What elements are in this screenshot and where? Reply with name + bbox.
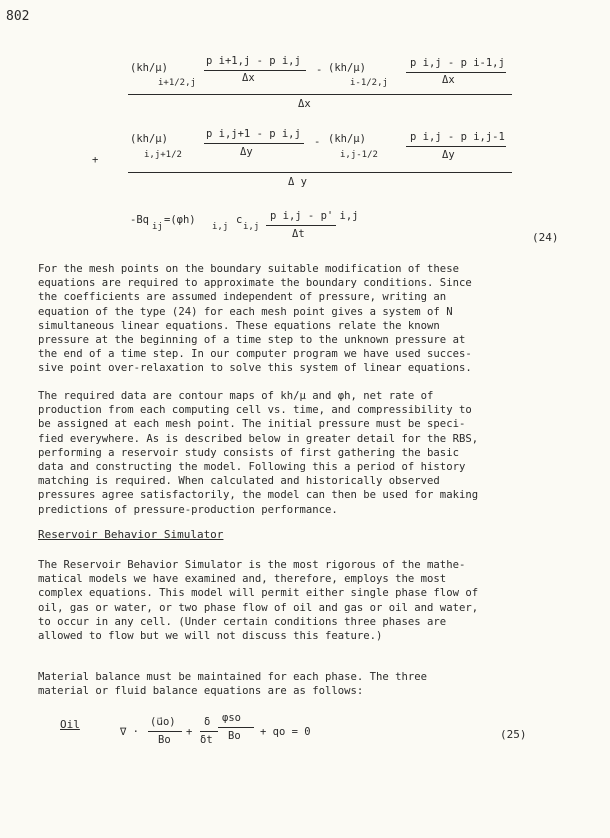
eq24-number: (24) [532,231,559,244]
eq25-dt-den: δt [200,734,213,746]
eq24-t2-coef-right: (kh/μ) [328,133,366,145]
eq24-rhs-sub-q: ij [152,222,163,232]
p1-line: equations are required to approximate the boundary conditions. Since [38,277,472,290]
eq25-plus1: + [186,726,193,738]
eq25-plus2: + qo = 0 [260,726,311,738]
paragraph-4 [38,670,538,698]
eq24-t1-frac-right-num: p i,j - p i-1,j [410,57,505,69]
p3-line: complex equations. This model will permit either single phase flow of [38,587,479,600]
eq25-dt-bar [200,731,218,732]
eq24-t1-frac-right-den: Δx [442,74,455,86]
eq24-rhs-c: c [236,214,243,226]
eq24-t2-outer-den: Δ y [288,176,307,188]
eq24-rhs-frac-bar [266,225,336,226]
eq24-t1-frac-left-num: p i+1,j - p i,j [206,55,301,67]
p2-line: pressures agree satisfactorily, the model can then be used for making [38,489,479,502]
eq24-t1-outer-bar [128,94,512,95]
eq24-t2-coef-right-sub: i,j-1/2 [340,150,378,160]
eq24-t2-coef-left-sub: i,j+1/2 [144,150,182,160]
eq24-t2-frac-left-den: Δy [240,146,253,158]
eq24-t1-coef-right-sub: i-1/2,j [350,78,388,88]
eq24-t2-frac-left-bar [204,143,304,144]
eq24-t2-frac-right-bar [406,146,506,147]
page-number: 802 [6,9,30,24]
p2-line: production from each computing cell vs. time, and compressibility to [38,404,472,417]
eq25-uo-den: Bo [158,734,171,746]
eq24-t2-frac-left-num: p i,j+1 - p i,j [206,128,301,140]
eq25-uo-bar [148,731,182,732]
eq24-rhs-sub-phi: i,j [212,222,229,232]
eq24-rhs-prefix: -Bq [130,214,149,226]
eq24-t1-frac-left-den: Δx [242,72,255,84]
eq24-rhs-sub-c: i,j [243,222,260,232]
p1-line: pressure at the beginning of a time step to the unknown pressure at [38,334,466,347]
p3-line: The Reservoir Behavior Simulator is the most rigorous of the mathe- [38,559,466,571]
section-heading: Reservoir Behavior Simulator [38,528,224,541]
p1-line: the coefficients are assumed independent of pressure, writing an [38,291,447,304]
p3-line: matical models we have examined and, therefore, employs the most [38,573,447,586]
paragraph-3 [38,558,538,643]
eq24-rhs-frac-den: Δt [292,228,305,240]
eq24-plus: + [92,154,99,166]
p1-line: For the mesh points on the boundary suitable modification of these [38,263,459,275]
eq25-number: (25) [500,728,527,741]
p1-line: the end of a time step. In our computer program we have used succes- [38,348,472,361]
eq25-phis-num: φso [222,712,241,724]
p3-line: allowed to flow but we will not discuss this feature.) [38,630,383,643]
eq24-t2-frac-right-den: Δy [442,149,455,161]
p2-line: performing a reservoir study consists of first gathering the basic [38,446,459,459]
eq24-t1-frac-right-bar [406,72,506,73]
paragraph-1 [38,262,538,376]
p4-line: Material balance must be maintained for each phase. The three [38,671,428,683]
eq25-phis-den: Bo [228,730,241,742]
eq24-rhs-equals: =(φh) [164,214,196,226]
eq24-t1-outer-den: Δx [298,98,311,110]
eq24-rhs-frac-num: p i,j - p' i,j [270,210,359,222]
p1-line: equation of the type (24) for each mesh point gives a system of N [38,305,453,318]
p2-line: be assigned at each mesh point. The initial pressure must be speci- [38,418,466,431]
p3-line: oil, gas or water, or two phase flow of oil and gas or oil and water, [38,601,479,614]
p2-line: The required data are contour maps of kh/μ and φh, net rate of [38,390,434,402]
eq24-t1-coef-left-sub: i+1/2,j [158,78,196,88]
p2-line: fied everywhere. As is described below in greater detail for the RBS, [38,432,479,445]
eq25-nabla: ∇ · [120,726,139,738]
eq25-phis-bar [218,727,254,728]
eq24-t2-coef-left: (kh/μ) [130,133,168,145]
p1-line: sive point over-relaxation to solve this system of linear equations. [38,362,472,375]
eq24-t1-minus: - [316,64,323,76]
eq25-uo-num: (u⃗o) [150,716,176,728]
eq25-dt-num: δ [204,716,211,728]
p3-line: to occur in any cell. (Under certain conditions three phases are [38,615,447,628]
paragraph-2 [38,389,538,517]
eq24-t2-frac-right-num: p i,j - p i,j-1 [410,131,505,143]
p2-line: predictions of pressure-production performance. [38,503,338,516]
eq24-t2-outer-bar [128,172,512,173]
eq24-t1-coef-left: (kh/μ) [130,62,168,74]
p2-line: data and constructing the model. Following this a period of history [38,461,466,474]
eq24-t1-frac-left-bar [204,70,306,71]
p2-line: matching is required. When calculated and historically observed [38,475,440,488]
eq24-t2-minus: - [314,136,321,148]
p1-line: simultaneous linear equations. These equations relate the known [38,319,440,332]
eq24-t1-coef-right: (kh/μ) [328,62,366,74]
eq25-label: Oil [60,718,80,731]
p4-line: material or fluid balance equations are as follows: [38,685,364,698]
